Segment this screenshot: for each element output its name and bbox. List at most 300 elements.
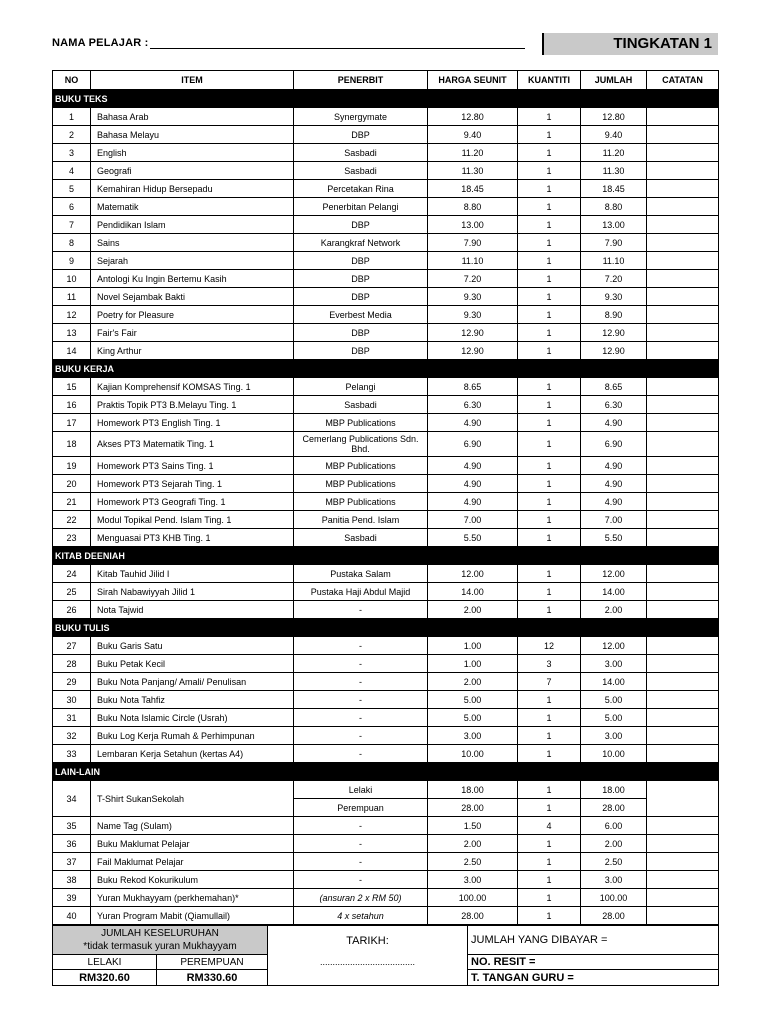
row-total: 8.90 [581, 306, 647, 324]
row-note[interactable] [647, 396, 719, 414]
row-note[interactable] [647, 378, 719, 396]
row-no: 12 [53, 306, 91, 324]
row-item: Name Tag (Sulam) [91, 817, 294, 835]
row-item: Kemahiran Hidup Bersepadu [91, 180, 294, 198]
table-row [53, 234, 719, 252]
row-note[interactable] [647, 432, 719, 457]
row-publisher: MBP Publications [294, 493, 428, 511]
row-item: Fair's Fair [91, 324, 294, 342]
row-total: 28.00 [581, 799, 647, 817]
row-total: 6.00 [581, 817, 647, 835]
row-note[interactable] [647, 108, 719, 126]
row-quantity: 1 [518, 396, 581, 414]
row-note[interactable] [647, 288, 719, 306]
row-quantity: 1 [518, 457, 581, 475]
student-name-line[interactable] [150, 48, 525, 49]
row-total: 10.00 [581, 745, 647, 763]
row-total: 14.00 [581, 673, 647, 691]
row-note[interactable] [647, 180, 719, 198]
row-no: 4 [53, 162, 91, 180]
row-publisher: - [294, 817, 428, 835]
row-publisher: Sasbadi [294, 396, 428, 414]
table-row [53, 655, 719, 673]
male-total: RM320.60 [53, 970, 157, 986]
date-box [268, 926, 468, 986]
row-note[interactable] [647, 691, 719, 709]
row-quantity: 3 [518, 655, 581, 673]
row-item: Buku Nota Tahfiz [91, 691, 294, 709]
row-price: 1.00 [428, 637, 518, 655]
row-publisher: DBP [294, 342, 428, 360]
teacher-signature-field[interactable]: T. TANGAN GURU = [468, 970, 719, 986]
row-no: 23 [53, 529, 91, 547]
male-label: LELAKI [53, 955, 157, 970]
row-quantity: 1 [518, 252, 581, 270]
col-catatan: CATATAN [647, 71, 719, 90]
row-price: 28.00 [428, 799, 518, 817]
row-price: 9.30 [428, 306, 518, 324]
row-price: 18.00 [428, 781, 518, 799]
row-no: 15 [53, 378, 91, 396]
row-item: English [91, 144, 294, 162]
row-quantity: 1 [518, 306, 581, 324]
table-row [53, 108, 719, 126]
date-field[interactable]: ...................................... [319, 957, 416, 967]
row-price: 9.30 [428, 288, 518, 306]
row-note[interactable] [647, 907, 719, 925]
row-publisher: Karangkraf Network [294, 234, 428, 252]
row-total: 9.30 [581, 288, 647, 306]
row-total: 4.90 [581, 457, 647, 475]
row-publisher: Pustaka Haji Abdul Majid [294, 583, 428, 601]
row-item: Kajian Komprehensif KOMSAS Ting. 1 [91, 378, 294, 396]
row-item: Modul Topikal Pend. Islam Ting. 1 [91, 511, 294, 529]
row-no: 25 [53, 583, 91, 601]
row-note[interactable] [647, 781, 719, 817]
form-level-badge: TINGKATAN 1 [542, 33, 718, 55]
section-header-buku-teks [53, 90, 719, 108]
row-note[interactable] [647, 342, 719, 360]
row-no: 37 [53, 853, 91, 871]
row-quantity: 1 [518, 126, 581, 144]
row-quantity: 1 [518, 565, 581, 583]
row-total: 6.90 [581, 432, 647, 457]
table-row [53, 306, 719, 324]
row-item: T-Shirt SukanSekolah [91, 781, 294, 817]
row-price: 4.90 [428, 414, 518, 432]
row-note[interactable] [647, 709, 719, 727]
table-row [53, 180, 719, 198]
table-row [53, 907, 719, 925]
row-no: 24 [53, 565, 91, 583]
row-quantity: 1 [518, 234, 581, 252]
row-total: 2.00 [581, 835, 647, 853]
row-total: 5.00 [581, 709, 647, 727]
row-no: 22 [53, 511, 91, 529]
row-note[interactable] [647, 216, 719, 234]
row-price: 4.90 [428, 475, 518, 493]
row-item: Buku Garis Satu [91, 637, 294, 655]
female-total: RM330.60 [157, 970, 268, 986]
row-quantity: 1 [518, 691, 581, 709]
row-note[interactable] [647, 889, 719, 907]
row-note[interactable] [647, 252, 719, 270]
row-no: 13 [53, 324, 91, 342]
row-price: 100.00 [428, 889, 518, 907]
row-no: 27 [53, 637, 91, 655]
table-row [53, 583, 719, 601]
row-item: King Arthur [91, 342, 294, 360]
row-quantity: 1 [518, 342, 581, 360]
row-note[interactable] [647, 853, 719, 871]
row-publisher: Everbest Media [294, 306, 428, 324]
row-quantity: 1 [518, 529, 581, 547]
row-item: Nota Tajwid [91, 601, 294, 619]
section-header-kitab-deeniah [53, 547, 719, 565]
row-no: 28 [53, 655, 91, 673]
row-total: 6.30 [581, 396, 647, 414]
row-price: 5.00 [428, 709, 518, 727]
row-note[interactable] [647, 324, 719, 342]
table-row [53, 709, 719, 727]
row-total: 8.65 [581, 378, 647, 396]
col-jumlah: JUMLAH [581, 71, 647, 90]
row-price: 14.00 [428, 583, 518, 601]
row-no: 32 [53, 727, 91, 745]
row-publisher: DBP [294, 270, 428, 288]
row-variant: Perempuan [294, 799, 428, 817]
row-note[interactable] [647, 198, 719, 216]
row-quantity: 1 [518, 324, 581, 342]
row-note[interactable] [647, 475, 719, 493]
section-title: BUKU KERJA [53, 360, 719, 378]
section-header-lain-lain [53, 763, 719, 781]
row-note[interactable] [647, 493, 719, 511]
row-no: 38 [53, 871, 91, 889]
row-total: 12.90 [581, 324, 647, 342]
row-price: 5.50 [428, 529, 518, 547]
row-no: 35 [53, 817, 91, 835]
row-note[interactable] [647, 270, 719, 288]
table-row [53, 781, 719, 799]
row-note[interactable] [647, 565, 719, 583]
row-no: 39 [53, 889, 91, 907]
row-total: 2.50 [581, 853, 647, 871]
row-item: Buku Log Kerja Rumah & Perhimpunan [91, 727, 294, 745]
row-no: 34 [53, 781, 91, 817]
row-price: 1.50 [428, 817, 518, 835]
row-no: 31 [53, 709, 91, 727]
table-row [53, 637, 719, 655]
row-item: Sejarah [91, 252, 294, 270]
row-publisher: Pustaka Salam [294, 565, 428, 583]
row-item: Homework PT3 English Ting. 1 [91, 414, 294, 432]
row-no: 40 [53, 907, 91, 925]
row-item: Buku Rekod Kokurikulum [91, 871, 294, 889]
table-row [53, 324, 719, 342]
row-total: 11.10 [581, 252, 647, 270]
row-item: Homework PT3 Sains Ting. 1 [91, 457, 294, 475]
row-publisher: Panitia Pend. Islam [294, 511, 428, 529]
row-publisher: MBP Publications [294, 414, 428, 432]
row-total: 12.00 [581, 565, 647, 583]
row-total: 9.40 [581, 126, 647, 144]
row-note[interactable] [647, 655, 719, 673]
table-row [53, 342, 719, 360]
row-publisher: - [294, 727, 428, 745]
row-quantity: 1 [518, 781, 581, 799]
row-price: 6.90 [428, 432, 518, 457]
row-total: 2.00 [581, 601, 647, 619]
row-no: 14 [53, 342, 91, 360]
table-row [53, 853, 719, 871]
row-no: 19 [53, 457, 91, 475]
summary-table [52, 925, 719, 986]
row-quantity: 1 [518, 414, 581, 432]
row-no: 26 [53, 601, 91, 619]
row-price: 4.90 [428, 493, 518, 511]
row-price: 8.80 [428, 198, 518, 216]
row-price: 7.00 [428, 511, 518, 529]
row-quantity: 1 [518, 745, 581, 763]
table-row [53, 529, 719, 547]
row-note[interactable] [647, 457, 719, 475]
row-item: Buku Maklumat Pelajar [91, 835, 294, 853]
row-publisher: MBP Publications [294, 475, 428, 493]
row-no: 7 [53, 216, 91, 234]
row-publisher: - [294, 709, 428, 727]
row-publisher: - [294, 655, 428, 673]
row-publisher: - [294, 853, 428, 871]
row-item: Akses PT3 Matematik Ting. 1 [91, 432, 294, 457]
table-header-row [53, 71, 719, 90]
row-publisher: DBP [294, 324, 428, 342]
date-label: TARIKH: [346, 935, 389, 947]
student-name-label: NAMA PELAJAR : [52, 37, 149, 49]
row-quantity: 1 [518, 583, 581, 601]
table-row [53, 126, 719, 144]
row-price: 12.00 [428, 565, 518, 583]
row-item: Antologi Ku Ingin Bertemu Kasih [91, 270, 294, 288]
row-total: 4.90 [581, 475, 647, 493]
table-row [53, 252, 719, 270]
row-publisher: Sasbadi [294, 144, 428, 162]
row-publisher: - [294, 601, 428, 619]
row-price: 11.30 [428, 162, 518, 180]
row-item: Homework PT3 Geografi Ting. 1 [91, 493, 294, 511]
row-total: 12.80 [581, 108, 647, 126]
table-row [53, 162, 719, 180]
row-price: 3.00 [428, 727, 518, 745]
row-quantity: 1 [518, 216, 581, 234]
row-item: Bahasa Melayu [91, 126, 294, 144]
row-publisher: Penerbitan Pelangi [294, 198, 428, 216]
row-no: 20 [53, 475, 91, 493]
row-publisher: Sasbadi [294, 529, 428, 547]
amount-paid-field[interactable]: JUMLAH YANG DIBAYAR = [468, 926, 719, 955]
row-total: 28.00 [581, 907, 647, 925]
row-note[interactable] [647, 511, 719, 529]
table-row [53, 475, 719, 493]
row-publisher: 4 x setahun [294, 907, 428, 925]
row-publisher: Synergymate [294, 108, 428, 126]
row-quantity: 1 [518, 853, 581, 871]
row-note[interactable] [647, 414, 719, 432]
col-item: ITEM [91, 71, 294, 90]
col-penerbit: PENERBIT [294, 71, 428, 90]
table-row [53, 378, 719, 396]
col-no: NO [53, 71, 91, 90]
table-row [53, 457, 719, 475]
row-note[interactable] [647, 835, 719, 853]
section-header-buku-kerja [53, 360, 719, 378]
row-no: 16 [53, 396, 91, 414]
total-box [53, 926, 268, 955]
row-publisher: DBP [294, 288, 428, 306]
row-no: 6 [53, 198, 91, 216]
row-no: 33 [53, 745, 91, 763]
row-no: 18 [53, 432, 91, 457]
row-quantity: 1 [518, 835, 581, 853]
row-quantity: 1 [518, 889, 581, 907]
row-price: 6.30 [428, 396, 518, 414]
row-no: 30 [53, 691, 91, 709]
row-total: 5.00 [581, 691, 647, 709]
row-quantity: 1 [518, 180, 581, 198]
row-total: 4.90 [581, 414, 647, 432]
row-quantity: 1 [518, 709, 581, 727]
table-row [53, 673, 719, 691]
section-header-buku-tulis [53, 619, 719, 637]
row-price: 7.20 [428, 270, 518, 288]
row-publisher: - [294, 835, 428, 853]
receipt-no-field[interactable]: NO. RESIT = [468, 955, 719, 970]
row-publisher: DBP [294, 252, 428, 270]
row-no: 2 [53, 126, 91, 144]
row-price: 1.00 [428, 655, 518, 673]
row-note[interactable] [647, 871, 719, 889]
row-price: 9.40 [428, 126, 518, 144]
section-title: LAIN-LAIN [53, 763, 719, 781]
row-publisher: - [294, 673, 428, 691]
row-note[interactable] [647, 673, 719, 691]
row-total: 13.00 [581, 216, 647, 234]
row-price: 12.80 [428, 108, 518, 126]
table-row [53, 198, 719, 216]
row-note[interactable] [647, 529, 719, 547]
row-no: 3 [53, 144, 91, 162]
row-total: 7.00 [581, 511, 647, 529]
row-note[interactable] [647, 144, 719, 162]
row-quantity: 1 [518, 475, 581, 493]
row-total: 3.00 [581, 655, 647, 673]
row-price: 13.00 [428, 216, 518, 234]
table-row [53, 511, 719, 529]
row-note[interactable] [647, 306, 719, 324]
row-publisher: DBP [294, 216, 428, 234]
row-note[interactable] [647, 126, 719, 144]
table-row [53, 817, 719, 835]
table-row [53, 691, 719, 709]
table-row [53, 835, 719, 853]
row-publisher: - [294, 637, 428, 655]
row-quantity: 1 [518, 198, 581, 216]
total-note: *tidak termasuk yuran Mukhayyam [83, 941, 237, 952]
table-row [53, 493, 719, 511]
row-item: Sirah Nabawiyyah Jilid 1 [91, 583, 294, 601]
row-note[interactable] [647, 745, 719, 763]
row-total: 18.45 [581, 180, 647, 198]
row-note[interactable] [647, 162, 719, 180]
row-publisher: - [294, 691, 428, 709]
table-row [53, 565, 719, 583]
row-item: Buku Petak Kecil [91, 655, 294, 673]
row-item: Homework PT3 Sejarah Ting. 1 [91, 475, 294, 493]
row-item: Praktis Topik PT3 B.Melayu Ting. 1 [91, 396, 294, 414]
row-note[interactable] [647, 583, 719, 601]
row-item: Lembaran Kerja Setahun (kertas A4) [91, 745, 294, 763]
row-price: 8.65 [428, 378, 518, 396]
table-row [53, 432, 719, 457]
row-price: 4.90 [428, 457, 518, 475]
row-no: 10 [53, 270, 91, 288]
row-publisher: DBP [294, 126, 428, 144]
row-no: 1 [53, 108, 91, 126]
row-note[interactable] [647, 601, 719, 619]
row-price: 3.00 [428, 871, 518, 889]
row-publisher: Cemerlang Publications Sdn. Bhd. [294, 432, 428, 457]
row-quantity: 1 [518, 288, 581, 306]
row-publisher: - [294, 871, 428, 889]
row-publisher: (ansuran 2 x RM 50) [294, 889, 428, 907]
row-publisher: - [294, 745, 428, 763]
row-no: 21 [53, 493, 91, 511]
row-no: 11 [53, 288, 91, 306]
row-quantity: 1 [518, 270, 581, 288]
row-publisher: Pelangi [294, 378, 428, 396]
row-note[interactable] [647, 727, 719, 745]
row-no: 29 [53, 673, 91, 691]
row-quantity: 1 [518, 799, 581, 817]
row-price: 12.90 [428, 342, 518, 360]
row-price: 2.50 [428, 853, 518, 871]
row-publisher: Percetakan Rina [294, 180, 428, 198]
row-quantity: 1 [518, 378, 581, 396]
row-quantity: 1 [518, 601, 581, 619]
row-no: 8 [53, 234, 91, 252]
row-publisher: Sasbadi [294, 162, 428, 180]
row-publisher: MBP Publications [294, 457, 428, 475]
table-row [53, 871, 719, 889]
row-item: Buku Nota Islamic Circle (Usrah) [91, 709, 294, 727]
row-total: 3.00 [581, 727, 647, 745]
row-item: Novel Sejambak Bakti [91, 288, 294, 306]
row-note[interactable] [647, 637, 719, 655]
row-note[interactable] [647, 817, 719, 835]
row-quantity: 12 [518, 637, 581, 655]
row-item: Buku Nota Panjang/ Amali/ Penulisan [91, 673, 294, 691]
row-total: 5.50 [581, 529, 647, 547]
row-quantity: 1 [518, 162, 581, 180]
row-quantity: 1 [518, 108, 581, 126]
row-item: Yuran Mukhayyam (perkhemahan)* [91, 889, 294, 907]
row-item: Kitab Tauhid Jilid I [91, 565, 294, 583]
row-total: 3.00 [581, 871, 647, 889]
table-row [53, 414, 719, 432]
row-price: 10.00 [428, 745, 518, 763]
total-title: JUMLAH KESELURUHAN [101, 928, 219, 939]
row-note[interactable] [647, 234, 719, 252]
